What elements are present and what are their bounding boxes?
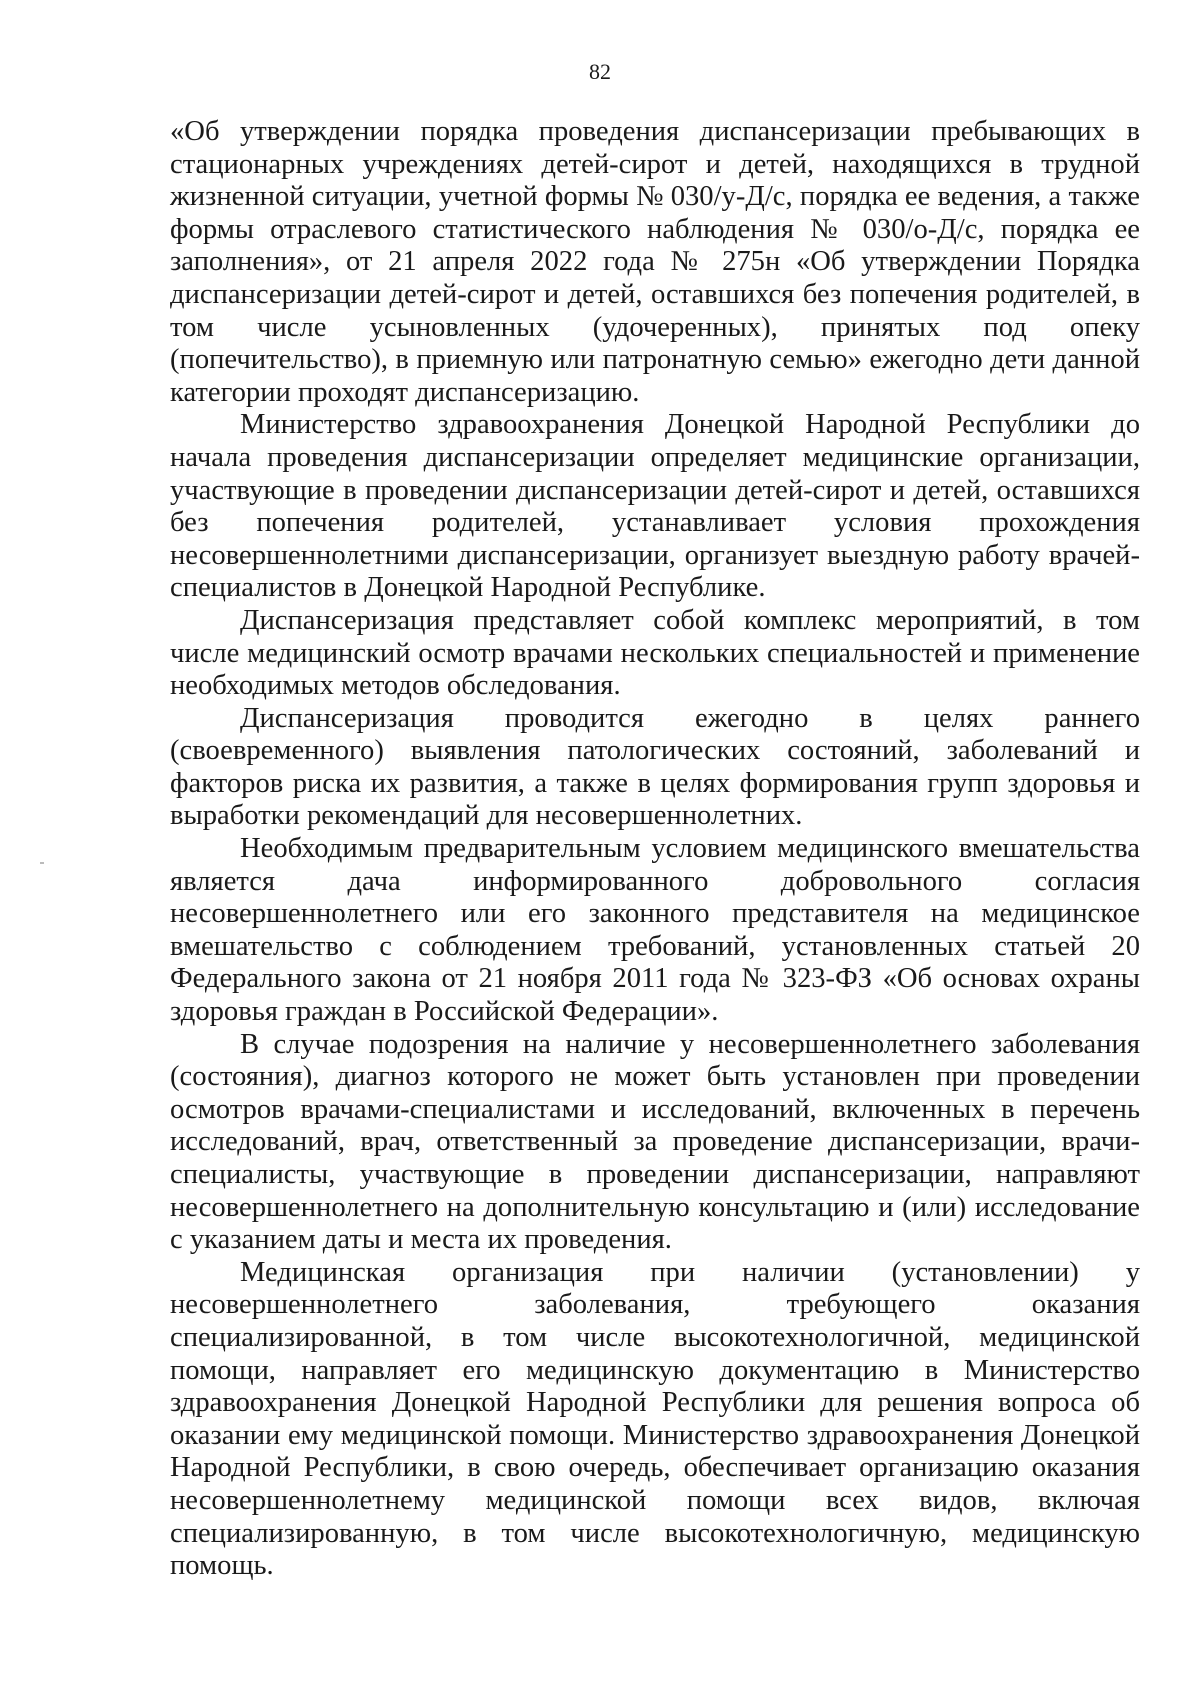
paragraph-definition: Диспансеризация представляет собой комплекс мероприятий, в том числе медицинский осмотр врачами нескольких специальностей и применение необходимых методов обследования. [170, 604, 1140, 702]
paragraph-consent: Необходимым предварительным условием медицинского вмешательства является дача информированного добровольного согласия несовершеннолетнего или его законного представителя на медицинское вмешательство с соблюдением требований, установленных статьей 20 Федерального закона от 21 ноября 2011 года № 323-ФЗ «Об основах охраны здоровья граждан в Российской Федерации». [170, 833, 1140, 1028]
paragraph-continuation: «Об утверждении порядка проведения диспансеризации пребывающих в стационарных учреждениях детей-сирот и детей, находящихся в трудной жизненной ситуации, учетной формы № 030/у-Д/с, порядка ее ведения, а также формы отраслевого статистического наблюдения № 030/о-Д/с, порядка ее заполнения», от 21 апреля 2022 года № 275н «Об утверждении Порядка диспансеризации детей-сирот и детей, оставшихся без попечения родителей, в том числе усыновленных (удочеренных), принятых под опеку (попечительство), в приемную или патронатную семью» ежегодно дети данной категории проходят диспансеризацию. [170, 116, 1140, 408]
paragraph-purpose: Диспансеризация проводится ежегодно в целях раннего (своевременного) выявления патологических состояний, заболеваний и факторов риска их развития, а также в целях формирования групп здоровья и выработки рекомендаций для несовершеннолетних. [170, 702, 1140, 832]
paragraph-specialized-care: Медицинская организация при наличии (установлении) у несовершеннолетнего заболевания, требующего оказания специализированной, в том числе высокотехнологичной, медицинской помощи, направляет его медицинскую документацию в Министерство здравоохранения Донецкой Народной Республики для решения вопроса об оказании ему медицинской помощи. Министерство здравоохранения Донецкой Народной Республики, в свою очередь, обеспечивает организацию оказания несовершеннолетнему медицинской помощи всех видов, включая специализированную, в том числе высокотехнологичную, медицинскую помощь. [170, 1256, 1140, 1582]
document-body [170, 116, 1140, 1583]
page-number: 82 [589, 59, 611, 84]
margin-mark [40, 862, 44, 864]
paragraph-suspected-disease: В случае подозрения на наличие у несовершеннолетнего заболевания (состояния), диагноз которого не может быть установлен при проведении осмотров врачами-специалистами и исследований, включенных в перечень исследований, врач, ответственный за проведение диспансеризации, врачи-специалисты, участвующие в проведении диспансеризации, направляют несовершеннолетнего на дополнительную консультацию и (или) исследование с указанием даты и места их проведения. [170, 1028, 1140, 1256]
paragraph-ministry-role: Министерство здравоохранения Донецкой Народной Республики до начала проведения диспансеризации определяет медицинские организации, участвующие в проведении диспансеризации детей-сирот и детей, оставшихся без попечения родителей, устанавливает условия прохождения несовершеннолетними диспансеризации, организует выездную работу врачей-специалистов в Донецкой Народной Республике. [170, 409, 1140, 604]
